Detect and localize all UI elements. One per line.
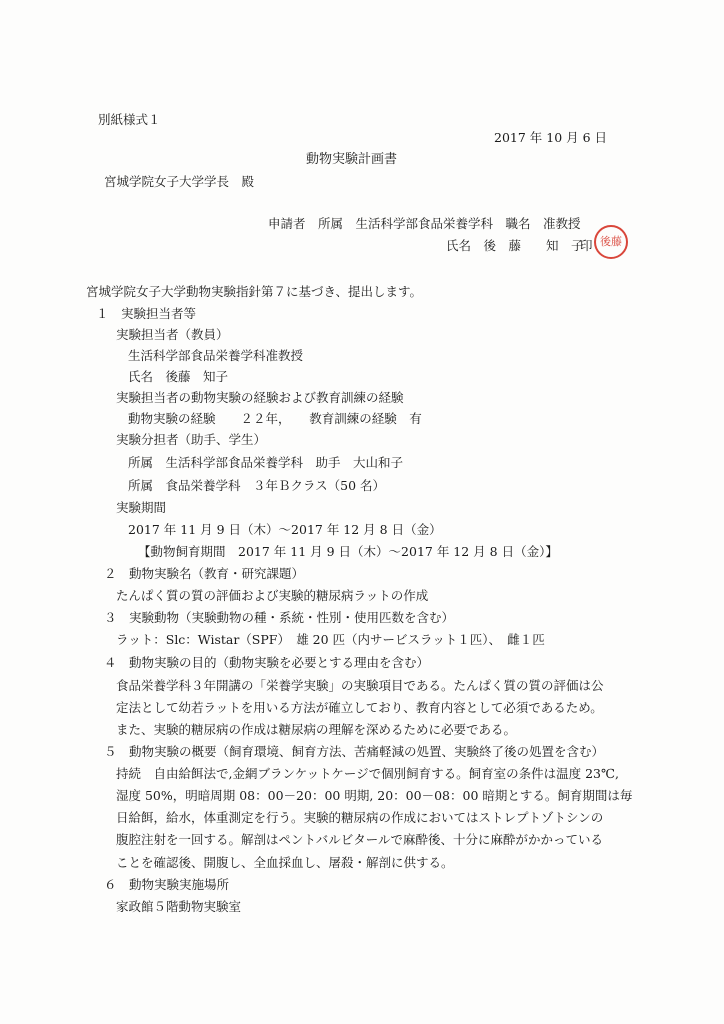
line-overview-3: 日給餌，給水，体重測定を行う。実験的糖尿病の作成においてはストレプトゾトシンの (116, 810, 604, 825)
line-purpose-1: 食品栄養学科３年開講の「栄養学実験」の実験項目である。たんぱく質の質の評価は公 (116, 678, 604, 693)
applicant-affiliation: 申請者 所属 生活科学部食品栄養学科 職名 准教授 (268, 216, 581, 231)
line-experience-values: 動物実験の経験 ２２年， 教育訓練の経験 有 (128, 411, 422, 426)
section-5-heading: ５ 動物実験の概要（飼育環境、飼育方法、苦痛軽減の処置、実験終了後の処置を含む） (104, 744, 605, 759)
seal-text: 後藤 (600, 235, 622, 248)
line-assistant-staff: 所属 生活科学部食品栄養学科 助手 大山和子 (128, 455, 404, 470)
section-6-heading: ６ 動物実験実施場所 (104, 877, 230, 892)
line-animals: ラット：Slc：Wistar（SPF） 雄 20 匹（内サービスラット１匹）、 雌１匹 (116, 632, 545, 647)
section-3-heading: ３ 実験動物（実験動物の種・系統・性別・使用匹数を含む） (104, 610, 455, 625)
form-number: 別紙様式１ (98, 112, 161, 127)
line-experimenter-label: 実験担当者（教員） (116, 327, 229, 342)
line-overview-5: ことを確認後、開腹し、全血採血し、屠殺・解剖に供する。 (116, 855, 454, 870)
line-location: 家政館５階動物実験室 (116, 899, 242, 914)
seal-mark-char: 印 (580, 238, 593, 253)
line-period-label: 実験期間 (116, 500, 167, 515)
line-overview-4: 腹腔注射を一回する。解剖はペントバルビタールで麻酔後、十分に麻酔がかかっている (116, 832, 604, 847)
applicant-name: 氏名 後 藤 知 子 (446, 238, 584, 253)
line-purpose-3: また、実験的糖尿病の作成は糖尿病の理解を深めるために必要である。 (116, 722, 517, 737)
line-period-dates: 2017 年 11 月 9 日（木）～2017 年 12 月 8 日（金） (128, 522, 442, 537)
addressee: 宮城学院女子大学学長 殿 (104, 174, 255, 189)
section-2-heading: ２ 動物実験名（教育・研究課題） (104, 566, 305, 581)
line-experiment-name: たんぱく質の質の評価および実験的糖尿病ラットの作成 (116, 588, 429, 603)
line-experience-label: 実験担当者の動物実験の経験および教育訓練の経験 (116, 390, 404, 405)
line-breeding-period: 【動物飼育期間 2017 年 11 月 9 日（木）～2017 年 12 月 8 日（金）】 (138, 544, 558, 559)
line-assistants-label: 実験分担者（助手、学生） (116, 432, 267, 447)
section-1-heading: １ 実験担当者等 (96, 306, 197, 321)
line-overview-2: 湿度 50%，明暗周期 08：00－20：00 明期, 20：00－08：00 暗期とする。飼育期間は毎 (116, 788, 633, 803)
line-purpose-2: 定法として幼若ラットを用いる方法が確立しており、教育内容として必須であるため。 (116, 700, 603, 715)
submission-statement: 宮城学院女子大学動物実験指針第７に基づき、提出します。 (86, 284, 423, 299)
line-assistant-students: 所属 食品栄養学科 ３年Ｂクラス（50 名） (128, 478, 386, 493)
line-experimenter-name: 氏名 後藤 知子 (128, 369, 229, 384)
document-date: 2017 年 10 月 6 日 (494, 130, 608, 145)
section-4-heading: ４ 動物実験の目的（動物実験を必要とする理由を含む） (104, 655, 430, 670)
line-experimenter-position: 生活科学部食品栄養学科准教授 (128, 348, 304, 363)
personal-seal-stamp (594, 225, 628, 259)
document-title: 動物実験計画書 (306, 152, 398, 167)
line-overview-1: 持続 自由給餌法で,金網ブランケットケージで個別飼育する。飼育室の条件は温度 23℃, (116, 766, 619, 781)
